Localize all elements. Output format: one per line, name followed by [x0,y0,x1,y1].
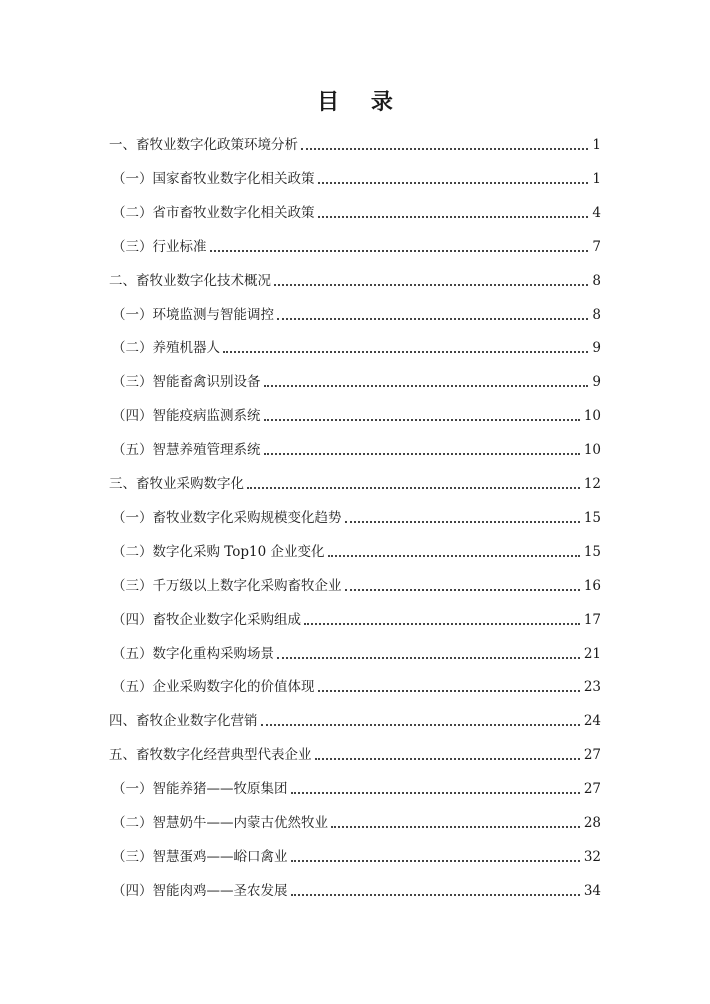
toc-dot-leader [277,657,580,659]
toc-dot-leader [291,860,580,862]
toc-entry-page-number: 1 [592,170,601,187]
toc-entry-page-number: 17 [583,611,601,628]
toc-entry-page-number: 16 [583,577,601,594]
toc-entry[interactable] [112,610,601,630]
toc-entry[interactable] [109,474,601,494]
toc-dot-leader [210,250,589,252]
toc-entry-title: （三）智慧蛋鸡——峪口禽业 [112,848,288,865]
toc-entry-title: （二）数字化采购 Top10 企业变化 [112,543,325,560]
toc-entry-title: 三、畜牧业采购数字化 [109,476,244,492]
toc-dot-leader [247,487,580,489]
toc-dot-leader [261,724,580,726]
toc-entry-title: 五、畜牧数字化经营典型代表企业 [109,747,312,764]
toc-entry[interactable] [109,135,601,155]
toc-entry[interactable] [112,847,601,867]
toc-entry-page-number: 24 [583,713,601,730]
toc-dot-leader [304,623,580,625]
toc-entry[interactable] [112,406,601,426]
toc-entry-page-number: 27 [583,747,601,764]
toc-dot-leader [345,589,580,591]
toc-entry-page-number: 10 [583,408,601,425]
toc-dot-leader [301,148,588,150]
toc-entry[interactable] [112,881,601,901]
toc-entry[interactable] [109,711,601,731]
toc-entry[interactable] [112,237,601,257]
toc-entry-title: （四）智能肉鸡——圣农发展 [112,882,288,899]
toc-dot-leader [291,894,580,896]
toc-entry[interactable] [112,372,601,392]
toc-entry[interactable] [112,169,601,189]
toc-dot-leader [264,419,580,421]
toc-entry-page-number: 23 [583,679,601,696]
toc-entry-title: （一）环境监测与智能调控 [112,306,274,323]
toc-entry[interactable] [112,576,601,596]
toc-entry-page-number: 15 [583,509,601,526]
toc-entry-title: （二）省市畜牧业数字化相关政策 [112,204,315,221]
toc-entry-title: （一）畜牧业数字化采购规模变化趋势 [112,509,342,526]
toc-entry-title: （三）千万级以上数字化采购畜牧企业 [112,577,342,594]
toc-entry-title: 二、畜牧业数字化技术概况 [109,272,271,289]
toc-dot-leader [345,521,580,523]
toc-entry[interactable] [109,271,601,291]
toc-dot-leader [264,453,580,455]
toc-dot-leader [315,758,580,760]
toc-entry-page-number: 8 [592,306,601,323]
toc-entry-page-number: 8 [592,272,601,289]
toc-entry[interactable] [112,779,601,799]
toc-entry[interactable] [112,305,601,325]
toc-entry-title: 一、畜牧业数字化政策环境分析 [109,137,298,153]
toc-entry-page-number: 15 [583,543,601,560]
toc-entry-title: （五）智慧养殖管理系统 [112,442,261,459]
toc-entry[interactable] [112,813,601,833]
toc-entry-page-number: 12 [583,476,601,492]
toc-entry-page-number: 10 [583,442,601,459]
toc-dot-leader [274,284,588,286]
toc-entry-page-number: 32 [583,848,601,865]
toc-entry-title: （五）数字化重构采购场景 [112,645,274,662]
toc-dot-leader [318,182,589,184]
toc-entry-page-number: 4 [592,204,601,221]
toc-dot-leader [277,318,588,320]
toc-entry-title: （三）行业标准 [112,238,207,255]
toc-dot-leader [318,690,580,692]
toc-entry[interactable] [112,677,601,697]
toc-entry-page-number: 1 [592,137,601,153]
toc-entry-page-number: 34 [583,882,601,899]
toc-entry-page-number: 28 [583,815,601,831]
toc-dot-leader [223,351,588,353]
toc-entry[interactable] [112,644,601,664]
toc-entry[interactable] [112,542,601,562]
toc-dot-leader [331,826,580,828]
page-title: 目 录 [317,90,405,115]
toc-entry-title: （二）养殖机器人 [112,340,220,357]
toc-entry[interactable] [112,440,601,460]
toc-entry-title: （五）企业采购数字化的价值体现 [112,679,315,696]
toc-entry-title: （一）智能养猪——牧原集团 [112,781,288,798]
toc-entry-title: （一）国家畜牧业数字化相关政策 [112,170,315,187]
toc-entry-title: （三）智能畜禽识别设备 [112,374,261,391]
toc-dot-leader [291,792,580,794]
toc-entry-title: （四）畜牧企业数字化采购组成 [112,611,301,628]
toc-entry-page-number: 9 [592,374,601,391]
toc-entry[interactable] [112,338,601,358]
toc-entry-title: 四、畜牧企业数字化营销 [109,713,258,730]
toc-dot-leader [264,385,589,387]
toc-entry-page-number: 9 [592,340,601,357]
toc-dot-leader [328,555,580,557]
toc-entry-page-number: 7 [592,238,601,255]
toc-entry-page-number: 27 [583,781,601,798]
toc-entry-page-number: 21 [583,645,601,662]
toc-entry[interactable] [112,508,601,528]
toc-entry[interactable] [112,203,601,223]
toc-entry-title: （四）智能疫病监测系统 [112,408,261,425]
toc-entry[interactable] [109,745,601,765]
toc-entry-title: （二）智慧奶牛——内蒙古优然牧业 [112,815,328,831]
toc-dot-leader [318,216,589,218]
